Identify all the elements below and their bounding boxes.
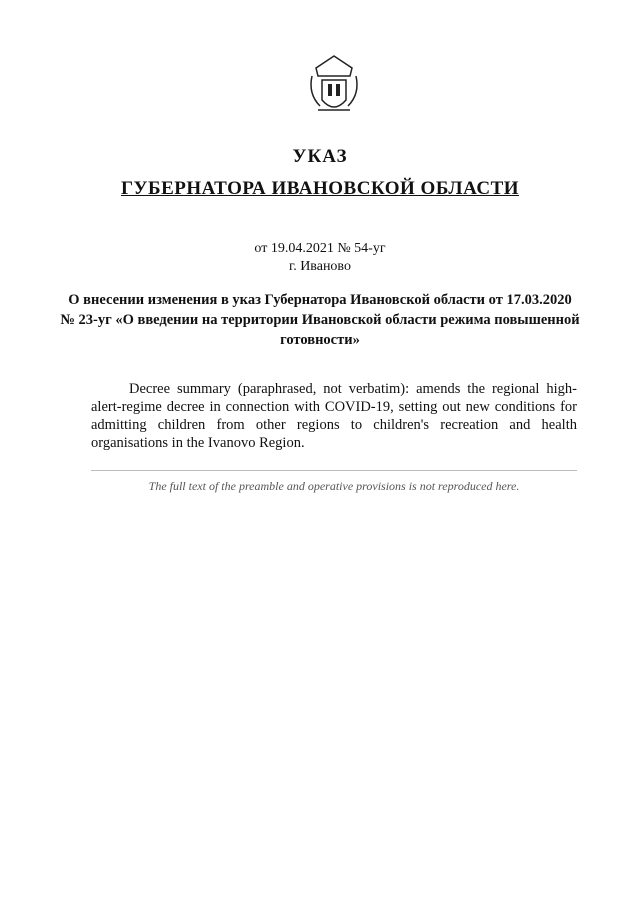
- coat-of-arms-graphic: [302, 50, 366, 122]
- decree-summary: Decree summary (paraphrased, not verbatim): amends the regional high-alert-regime decree in connection with COVID-19, setting out new conditions for admitting children from other regions to children's recreation and health organisations in the Ivanovo Region.: [91, 381, 577, 451]
- decree-city: г. Иваново: [289, 259, 351, 274]
- document-type: УКАЗ: [292, 146, 348, 167]
- coat-of-arms-icon: [302, 50, 366, 122]
- decree-title: О внесении изменения в указ Губернатора Ивановской области от 17.03.2020 № 23-уг «О введении на территории Ивановской области режима повышенной готовности»: [60, 292, 580, 348]
- issuer-heading: ГУБЕРНАТОРА ИВАНОВСКОЙ ОБЛАСТИ: [120, 178, 520, 199]
- decree-body: [91, 380, 577, 462]
- omitted-text-note: The full text of the preamble and operative provisions is not reproduced here.: [91, 470, 577, 494]
- decree-date-number: от 19.04.2021 № 54-уг: [254, 241, 386, 256]
